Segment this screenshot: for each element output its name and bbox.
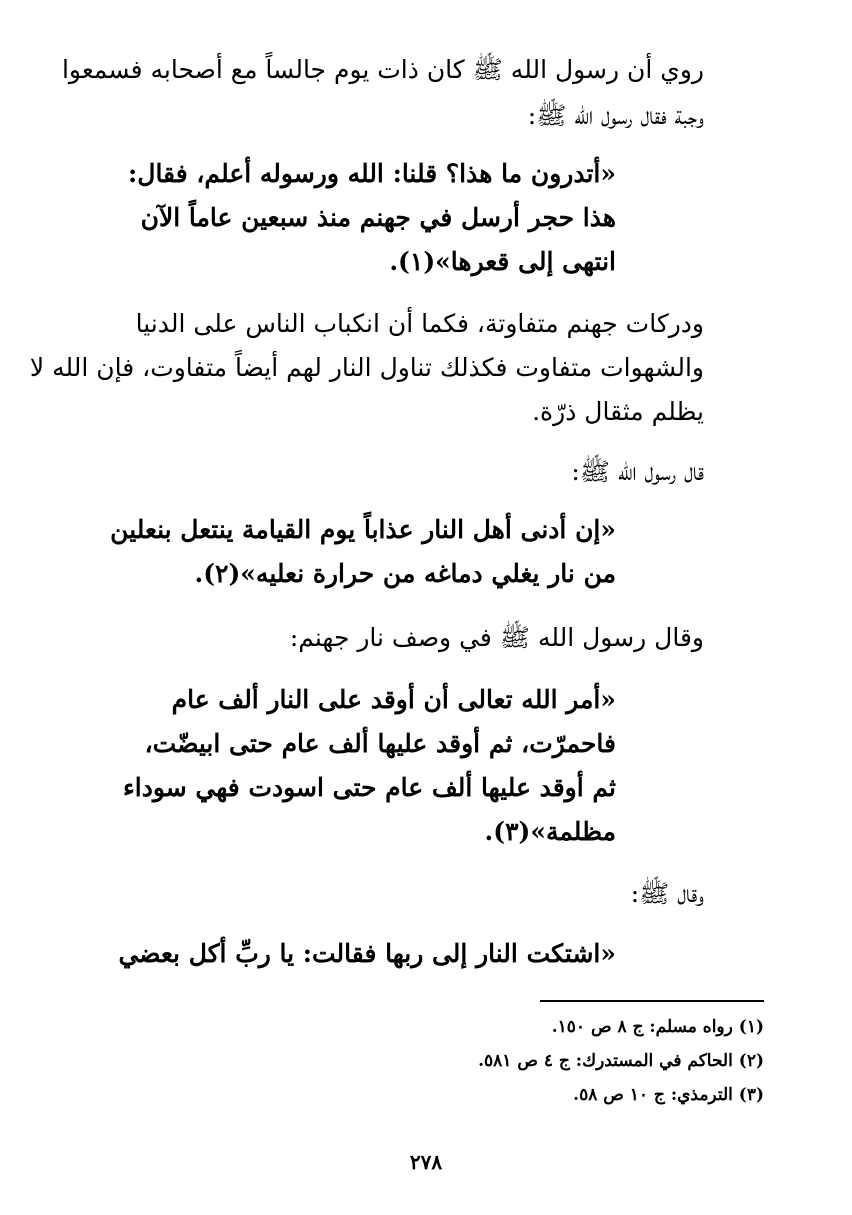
body-line: وقال ﷺ: [630,879,704,908]
body-line: ودركات جهنم متفاوتة، فكما أن انكباب الناس على الدنيا [135,309,704,338]
hadith-line: من نار يغلي دماغه من حرارة نعليه»(٢). [194,559,616,588]
hadith-line: هذا حجر أرسل في جهنم منذ سبعين عاماً الآن [140,203,616,232]
hadith-line: انتهى إلى قعرها»(١). [389,247,616,276]
body-line: روي أن رسول الله ﷺ كان ذات يوم جالساً مع أصحابه فسمعوا [61,55,704,84]
hadith-line: «أمر الله تعالى أن أوقد على النار ألف عام [171,685,616,714]
hadith-line: مظلمة»(٣). [484,817,616,846]
body-line: وقال رسول الله ﷺ في وصف نار جهنم: [289,623,704,652]
footnote: (٣) الترمذي: ج ١٠ ص ٥٨. [573,1085,764,1105]
footnote: (١) رواه مسلم: ج ٨ ص ١٥٠. [551,1017,764,1037]
hadith-line: فاحمرّت، ثم أوقد عليها ألف عام حتى ابيضّت، [144,729,616,758]
body-line: قال رسول الله ﷺ: [571,457,704,486]
page-number: ٢٧٨ [409,1150,443,1174]
hadith-line: ثم أوقد عليها ألف عام حتى اسودت فهي سوداء [123,773,616,802]
body-line: يظلم مثقال ذرّة. [532,397,704,426]
body-line: وجبة فقال رسول الله ﷺ: [527,101,704,130]
footnote: (٢) الحاكم في المستدرك: ج ٤ ص ٥٨١. [478,1051,764,1071]
footnote-divider [540,1000,764,1002]
hadith-line: «اشتكت النار إلى ربها فقالت: يا ربِّ أكل بعضي [118,939,616,968]
body-line: والشهوات متفاوت فكذلك تناول النار لهم أيضاً متفاوت، فإن الله لا [29,353,704,382]
hadith-line: «إن أدنى أهل النار عذاباً يوم القيامة ينتعل بنعلين [110,515,616,544]
hadith-line: «أتدرون ما هذا؟ قلنا: الله ورسوله أعلم، فقال: [128,159,616,188]
